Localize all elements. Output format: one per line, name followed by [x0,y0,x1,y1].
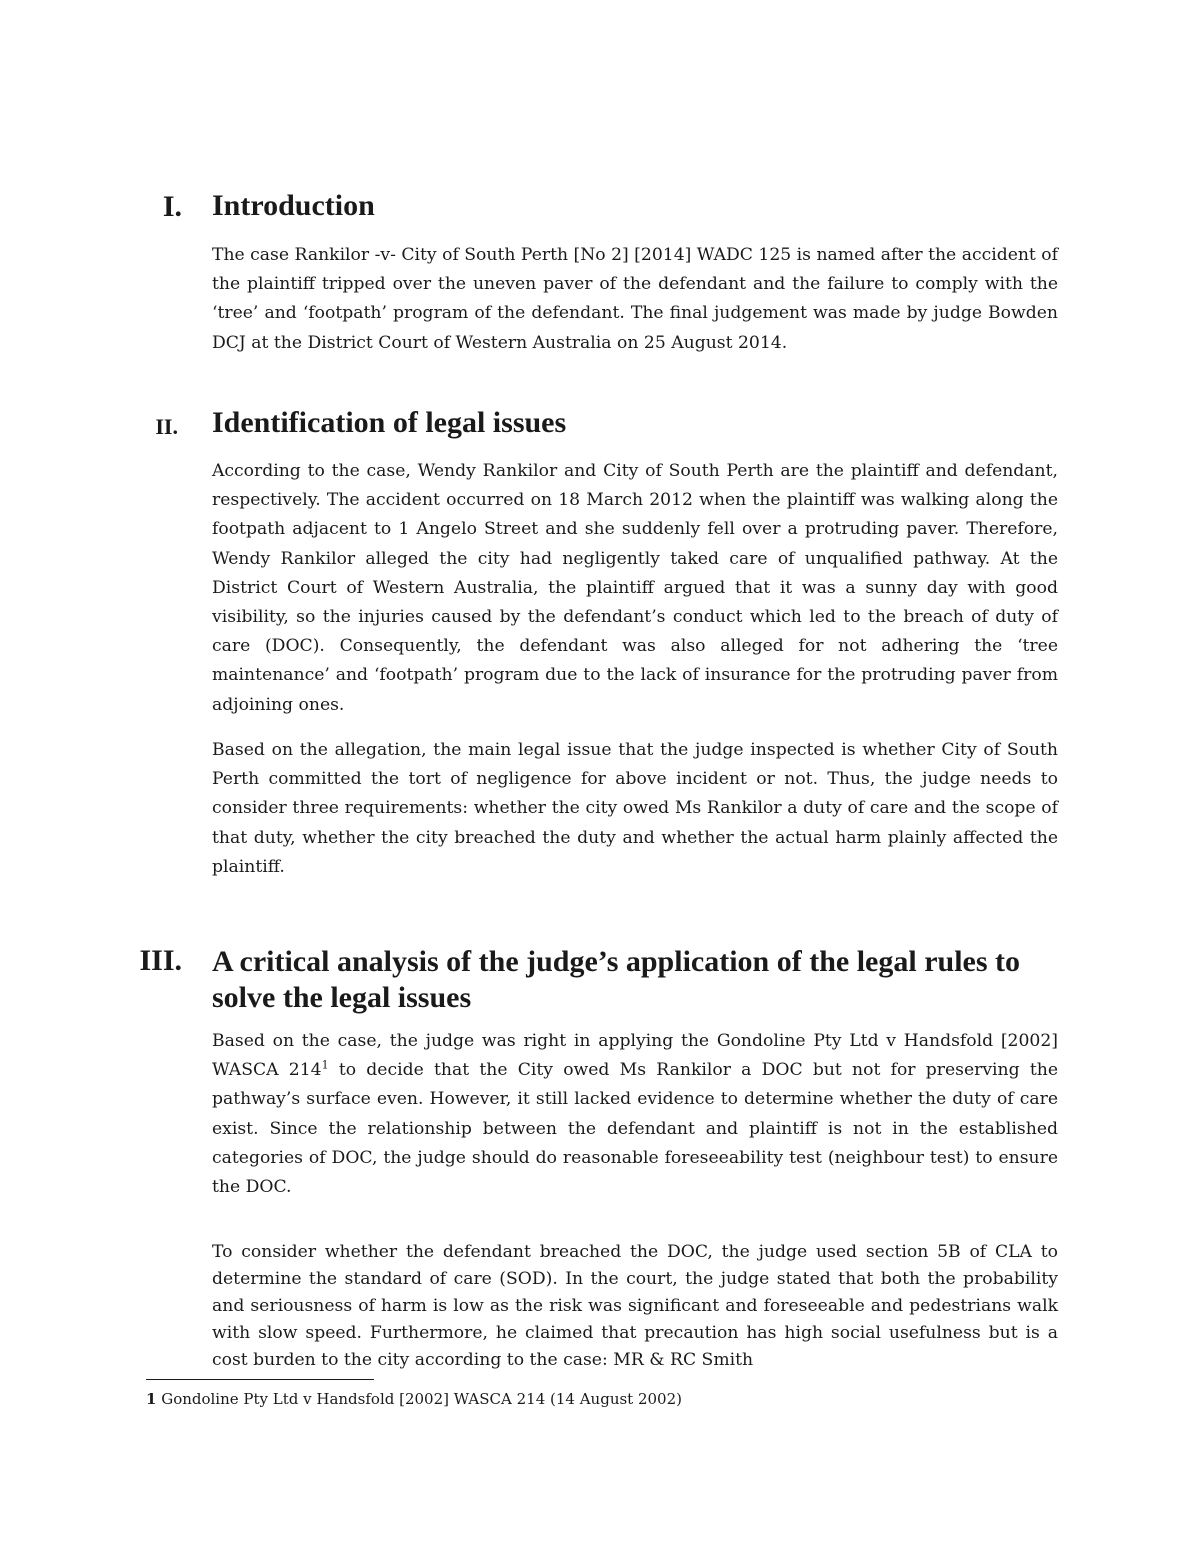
paragraph-text: Based on the case, the judge was right in applying the Gondoline Pty Ltd v Handsfold [2002] WASCA 214 [212,1031,1058,1081]
paragraph: According to the case, Wendy Rankilor and City of South Perth are the plaintiff and defendant, respectively. The accident occurred on 18 March 2012 when the plaintiff was walking along the footpath adjacent to 1 Angelo Street and she suddenly fell over a protruding paver. Therefore, Wendy Rankilor alleged the city had negligently taked care of unqualified pathway. At the District Court of Western Australia, the plaintiff argued that it was a sunny day with good visibility, so the injuries caused by the defendant’s conduct which led to the breach of duty of care (DOC). Consequently, the defendant was also alleged for not adhering the ‘tree maintenance’ and ‘footpath’ program due to the lack of insurance for the protruding paver from adjoining ones. [212,461,1058,715]
section-numeral: III. [139,944,182,977]
footnote-reference[interactable]: 1 [321,1058,329,1072]
footnote-separator [146,1379,374,1380]
paragraph-text: to decide that the City owed Ms Rankilor a DOC but not for preserving the pathway’s surface even. However, it still lacked evidence to determine whether the duty of care exist. Since the relationship between the defendant and plaintiff is not in the established categories of DOC, the judge should do reasonable foreseeability test (neighbour test) to ensure the DOC. [212,1060,1058,1198]
section-numeral: II. [155,414,178,439]
section-numeral: I. [162,190,182,223]
paragraph [212,1027,1058,1202]
section-heading: Identification of legal issues [212,406,567,439]
footnote-number: 1 [146,1390,157,1408]
footnote [146,1389,682,1409]
section-heading: Introduction [212,189,375,222]
footnote-text: Gondoline Pty Ltd v Handsfold [2002] WASCA 214 (14 August 2002) [156,1390,682,1408]
paragraph: To consider whether the defendant breached the DOC, the judge used section 5B of CLA to determine the standard of care (SOD). In the court, the judge stated that both the probability and seriousness of harm is low as the risk was significant and foreseeable and pedestrians walk with slow speed. Furthermore, he claimed that precaution has high social usefulness but is a cost burden to the city according to the case: MR & RC Smith [212,1242,1058,1370]
paragraph: Based on the allegation, the main legal issue that the judge inspected is whether City of South Perth committed the tort of negligence for above incident or not. Thus, the judge needs to consider three requirements: whether the city owed Ms Rankilor a duty of care and the scope of that duty, whether the city breached the duty and whether the actual harm plainly affected the plaintiff. [212,740,1058,877]
section-heading: A critical analysis of the judge’s application of the legal rules to solve the legal issues [212,945,1021,1014]
paragraph: The case Rankilor -v- City of South Perth [No 2] [2014] WADC 125 is named after the accident of the plaintiff tripped over the uneven paver of the defendant and the failure to comply with the ‘tree’ and ‘footpath’ program of the defendant. The final judgement was made by judge Bowden DCJ at the District Court of Western Australia on 25 August 2014. [212,245,1059,353]
